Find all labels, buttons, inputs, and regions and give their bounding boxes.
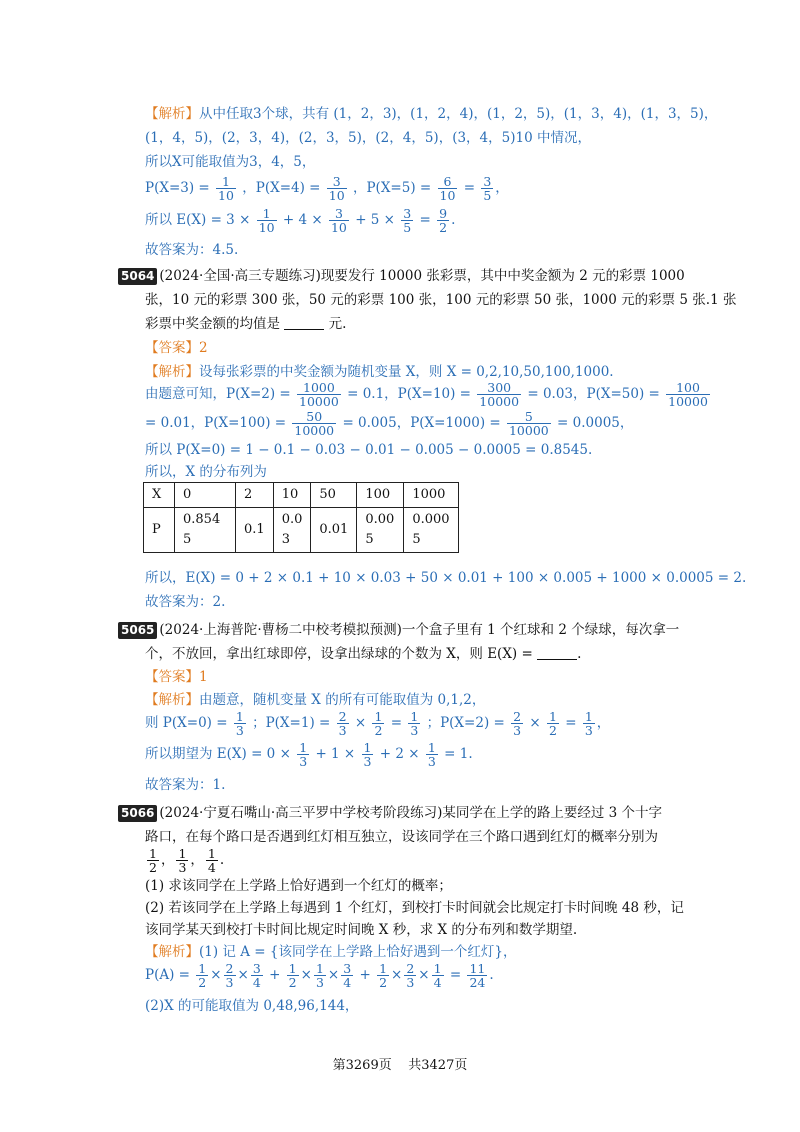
question-text: 彩票中奖金额的均值是 元.: [145, 316, 347, 332]
question-part-2: (2) 若该同学在上学路上每遇到 1 个红灯，到校打卡时间就会比规定打卡时间晚 48 秒，记: [145, 900, 684, 916]
answer-blank: [284, 315, 324, 330]
answer-line: 故答案为：2.: [145, 594, 226, 610]
solution-line: (1，4，5)，(2，3，4)，(2，3，5)，(2，4，5)，(3，4，5)10 中情况，: [145, 130, 591, 146]
table-row: X 0 2 10 50 100 1000: [144, 483, 459, 508]
solution-line: 所以X可能取值为3，4，5，: [145, 154, 316, 170]
question-number: 5064: [118, 268, 157, 285]
solution-line: 所以，E(X) = 0 + 2 × 0.1 + 10 × 0.03 + 50 × 0.01 + 100 × 0.005 + 1000 × 0.0005 = 2.: [145, 570, 747, 586]
formula-line: 所以期望为 E(X) = 0 × $\frac{1}{3}$ + 1 × $\frac{1}{3}$ + 2 × $\frac{1}{3}$ = 1.: [145, 740, 473, 769]
solution-line: 【解析】设每张彩票的中奖金额为随机变量 X，则 X = 0,2,10,50,100,1000.: [145, 364, 614, 380]
solution-line: 所以 P(X=0) = 1 − 0.1 − 0.03 − 0.01 − 0.005 − 0.0005 = 0.8545.: [145, 442, 593, 458]
answer-blank: [537, 645, 577, 660]
answer-line: 故答案为：1.: [145, 777, 226, 793]
question-number: 5066: [118, 805, 157, 822]
formula-line: 则 P(X=0) = $\frac{1}{3}$ ；P(X=1) = $\frac{2}{3}$ × $\frac{1}{2}$ = $\frac{1}{3}$ ；P(X=2) = $\frac{2}{3}$ × $\frac{1}{2}$ = $\frac{1}{3}$ ，: [145, 709, 611, 738]
page-number: 第3269页: [332, 1058, 392, 1073]
question-text: 路口，在每个路口是否遇到红灯相互独立，设该同学在三个路口遇到红灯的概率分别为: [145, 829, 658, 845]
question-text: 个，不放回，拿出红球即停，设拿出绿球的个数为 X，则 E(X) = .: [145, 646, 582, 662]
formula-line: = 0.01，P(X=100) = $\frac{50}{10000}$ = 0.005，P(X=1000) = $\frac{5}{10000}$ = 0.0005，: [145, 409, 634, 438]
question-5065: 5065 (2024·上海普陀·曹杨二中校考模拟预测)一个盒子里有 1 个红球和 2 个绿球，每次拿一: [118, 620, 679, 640]
formula-line: 所以 E(X) = 3 × $\frac{1}{10}$ + 4 × $\frac{3}{10}$ + 5 × $\frac{3}{5}$ = $\frac{9}{2}$ .: [145, 206, 456, 235]
distribution-table: [143, 482, 459, 553]
question-text: 该同学某天到校打卡时间比规定时间晚 X 秒，求 X 的分布列和数学期望.: [145, 922, 578, 938]
question-fractions: $\frac{1}{2}$ ， $\frac{1}{3}$ ， $\frac{1}{4}$ .: [149, 846, 225, 875]
page-footer: [0, 1054, 800, 1073]
solution-line: 所以，X 的分布列为: [145, 464, 267, 480]
question-5064: 5064 (2024·全国·高三专题练习)现要发行 10000 张彩票，其中中奖金额为 2 元的彩票 1000: [118, 266, 685, 286]
solution-line: 【解析】(1) 记 A = {该同学在上学路上恰好遇到一个红灯}，: [145, 944, 517, 960]
solution-line: 【解析】由题意，随机变量 X 的所有可能取值为 0,1,2，: [145, 692, 486, 708]
question-number: 5065: [118, 622, 157, 639]
answer-line: 【答案】1: [145, 669, 208, 685]
table-row: P 0.854 5 0.1 0.0 3 0.01 0.00 5 0.000 5: [144, 508, 459, 553]
solution-line: (2)X 的可能取值为 0,48,96,144，: [145, 998, 359, 1014]
answer-line: 故答案为：4.5.: [145, 242, 239, 258]
formula-line: P(A) = $\frac{1}{2}$ × $\frac{2}{3}$ × $\frac{3}{4}$ + $\frac{1}{2}$ × $\frac{1}{3}$ × $\frac{3}{4}$ + $\frac{1}{2}$ × $\frac{2}{3}$ × $\frac{1}{4}$ = $\frac{11}{24}$ .: [145, 961, 494, 990]
formula-line: 由题意可知，P(X=2) = $\frac{1000}{10000}$ = 0.1，P(X=10) = $\frac{300}{10000}$ = 0.03，P(X=50) = $\frac{100}{10000}$: [145, 380, 708, 409]
solution-line: 【解析】从中任取3个球，共有 (1，2，3)，(1，2，4)，(1，2，5)，(1，3，4)，(1，3，5)，: [145, 106, 718, 122]
question-part-1: (1) 求该同学在上学路上恰好遇到一个红灯的概率；: [145, 878, 452, 894]
question-5066: 5066 (2024·宁夏石嘴山·高三平罗中学校考阶段练习)某同学在上学的路上要经过 3 个十字: [118, 803, 662, 823]
question-text: 张，10 元的彩票 300 张，50 元的彩票 100 张，100 元的彩票 50 张，1000 元的彩票 5 张.1 张: [145, 292, 737, 308]
answer-line: 【答案】2: [145, 340, 208, 356]
page-total: 共3427页: [408, 1058, 468, 1073]
formula-line: P(X=3) = $\frac{1}{10}$ ，P(X=4) = $\frac{3}{10}$ ，P(X=5) = $\frac{6}{10}$ = $\frac{3}{5}$ ，: [145, 174, 509, 203]
